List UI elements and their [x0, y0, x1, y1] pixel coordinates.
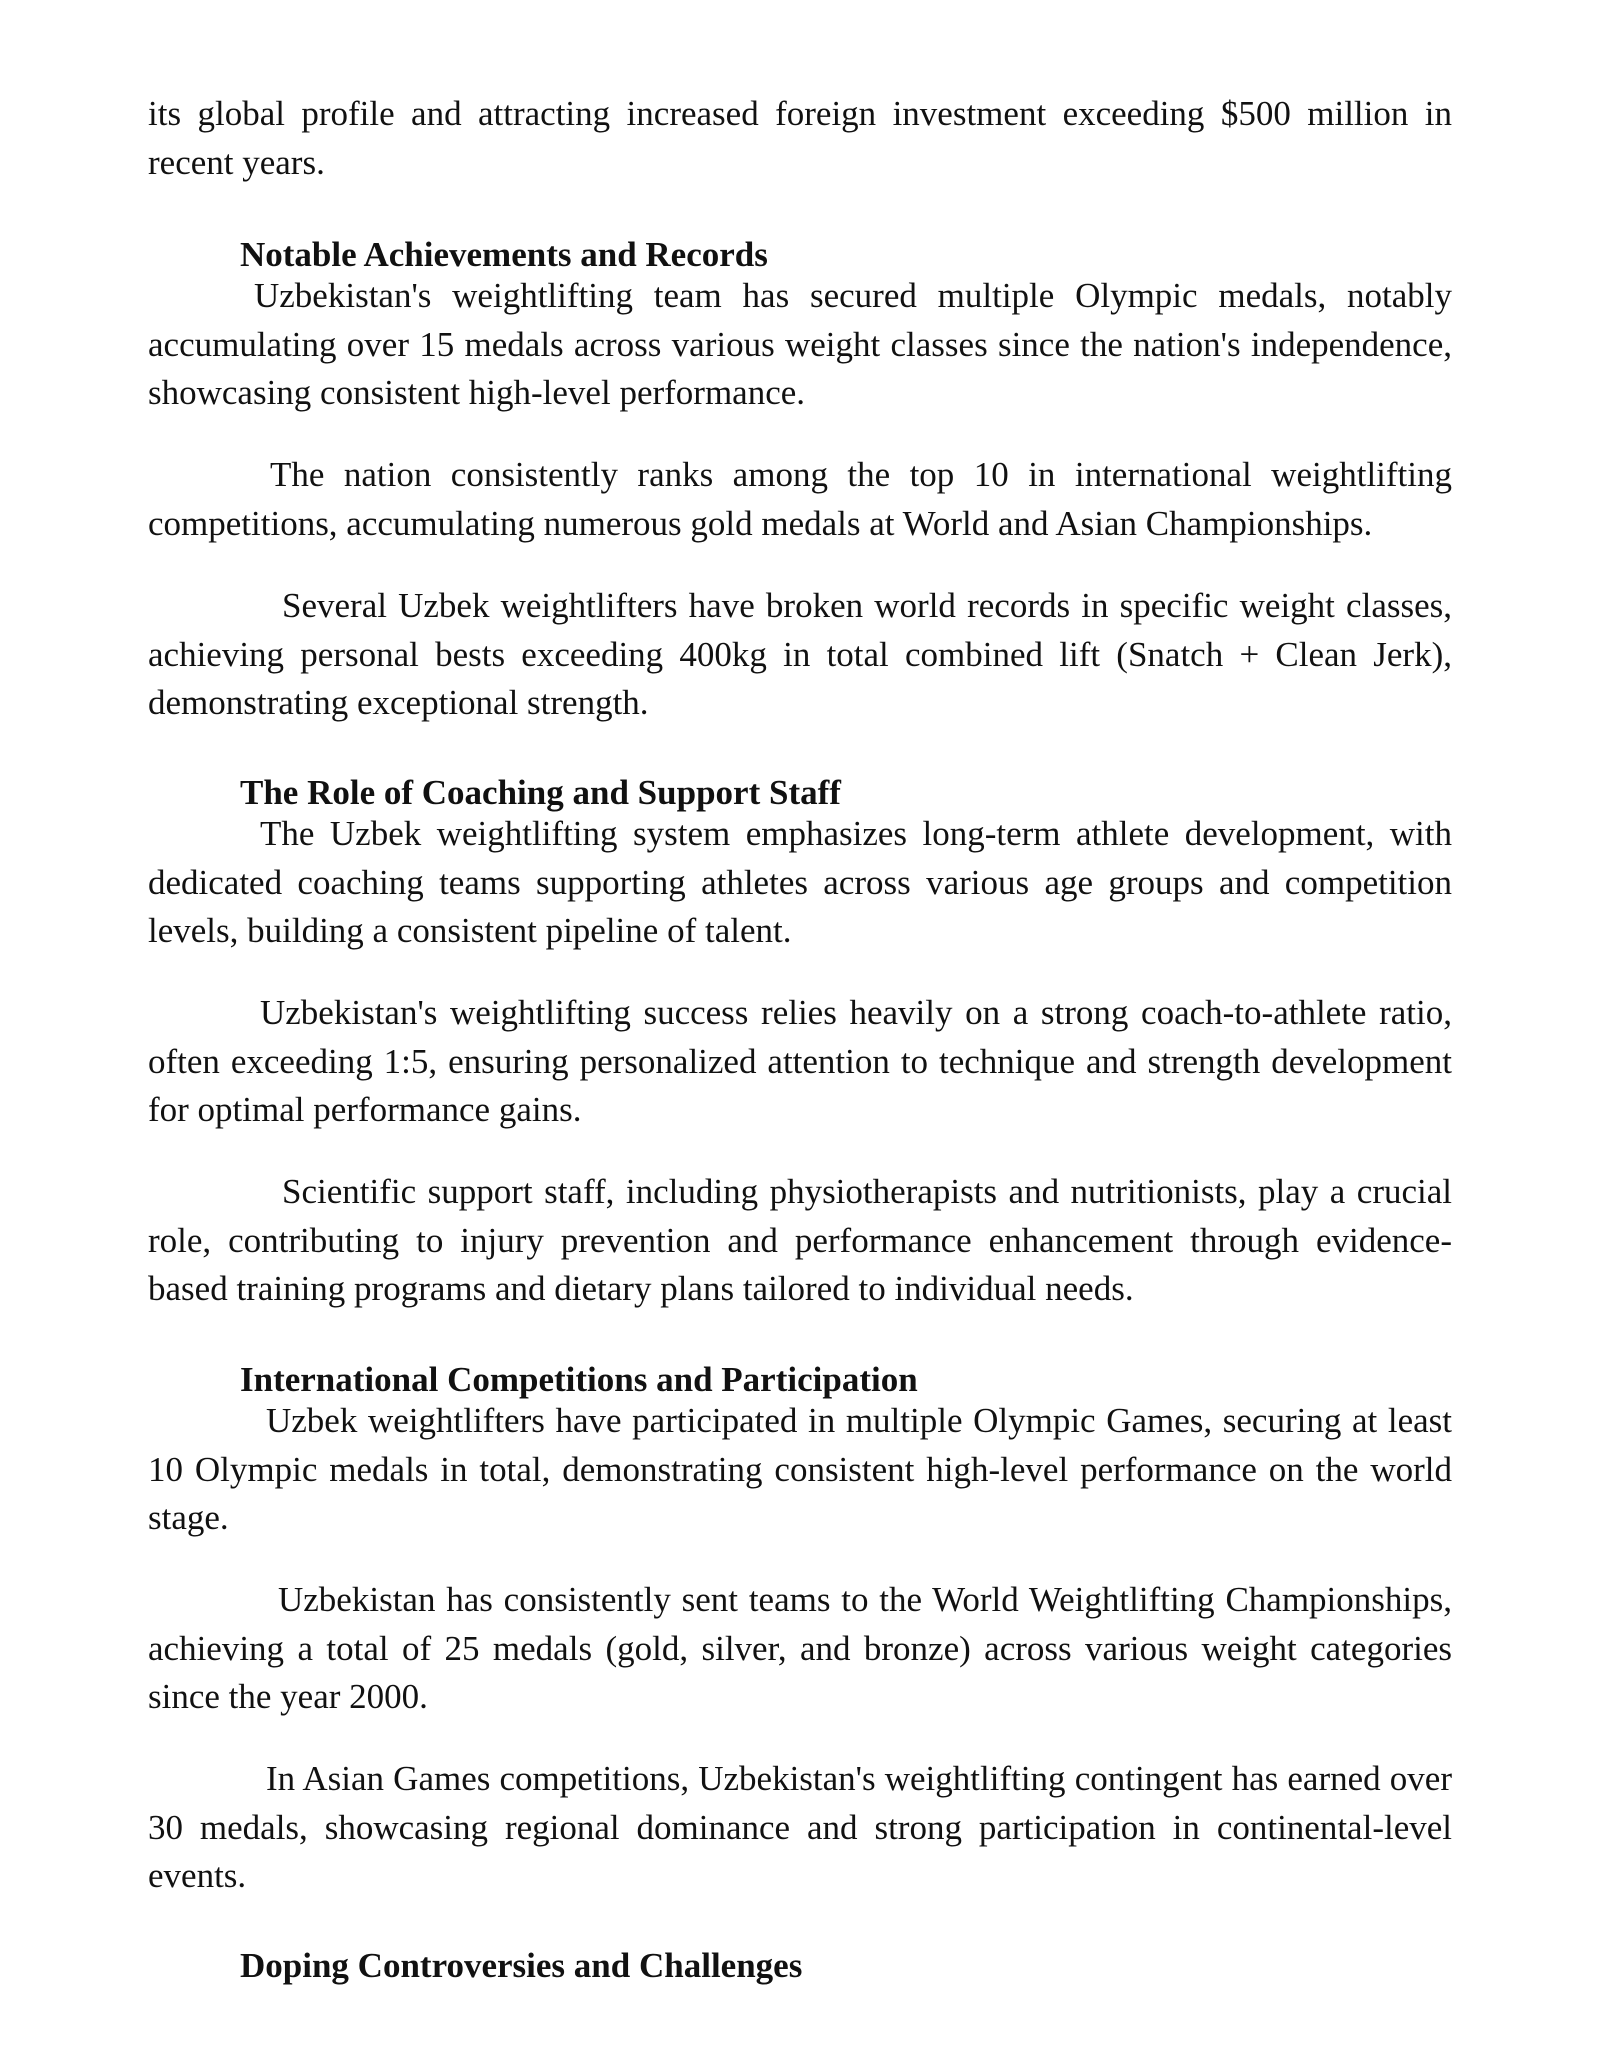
coaching-paragraph-3: Scientific support staff, including physiotherapists and nutritionists, play a crucial role, contributing to injury prevention and performance enhancement through evidence-based training programs and dietary plans tailored to individual needs.	[148, 1172, 1452, 1308]
section-heading-competitions: International Competitions and Participation	[240, 1360, 918, 1399]
section-heading-coaching: The Role of Coaching and Support Staff	[240, 773, 841, 812]
achievements-paragraph-2: The nation consistently ranks among the top 10 in international weightlifting competitions, accumulating numerous gold medals at World and Asian Championships.	[148, 455, 1452, 543]
competitions-paragraph-1: Uzbek weightlifters have participated in multiple Olympic Games, securing at least 10 Olympic medals in total, demonstrating consistent high-level performance on the world stage.	[148, 1401, 1452, 1537]
competitions-paragraph-2: Uzbekistan has consistently sent teams to the World Weightlifting Championships, achieving a total of 25 medals (gold, silver, and bronze) across various weight categories since the year 2000.	[148, 1580, 1452, 1716]
section-heading-doping: Doping Controversies and Challenges	[240, 1946, 803, 1985]
coaching-paragraph-1: The Uzbek weightlifting system emphasizes long-term athlete development, with dedicated coaching teams supporting athletes across various age groups and competition levels, building a consistent pipeline of talent.	[148, 814, 1452, 950]
competitions-paragraph-3: In Asian Games competitions, Uzbekistan's weightlifting contingent has earned over 30 medals, showcasing regional dominance and strong participation in continental-level events.	[148, 1759, 1452, 1895]
achievements-paragraph-3: Several Uzbek weightlifters have broken world records in specific weight classes, achieving personal bests exceeding 400kg in total combined lift (Snatch + Clean Jerk), demonstrating exceptional strength.	[148, 586, 1452, 722]
section-heading-achievements: Notable Achievements and Records	[240, 235, 768, 274]
achievements-paragraph-1: Uzbekistan's weightlifting team has secured multiple Olympic medals, notably accumulating over 15 medals across various weight classes since the nation's independence, showcasing consistent high-level performance.	[148, 276, 1452, 412]
coaching-paragraph-2: Uzbekistan's weightlifting success relies heavily on a strong coach-to-athlete ratio, often exceeding 1:5, ensuring personalized attention to technique and strength development for optimal performance gains.	[148, 993, 1452, 1129]
intro-continuation-paragraph: its global profile and attracting increased foreign investment exceeding $500 million in recent years.	[148, 94, 1452, 182]
